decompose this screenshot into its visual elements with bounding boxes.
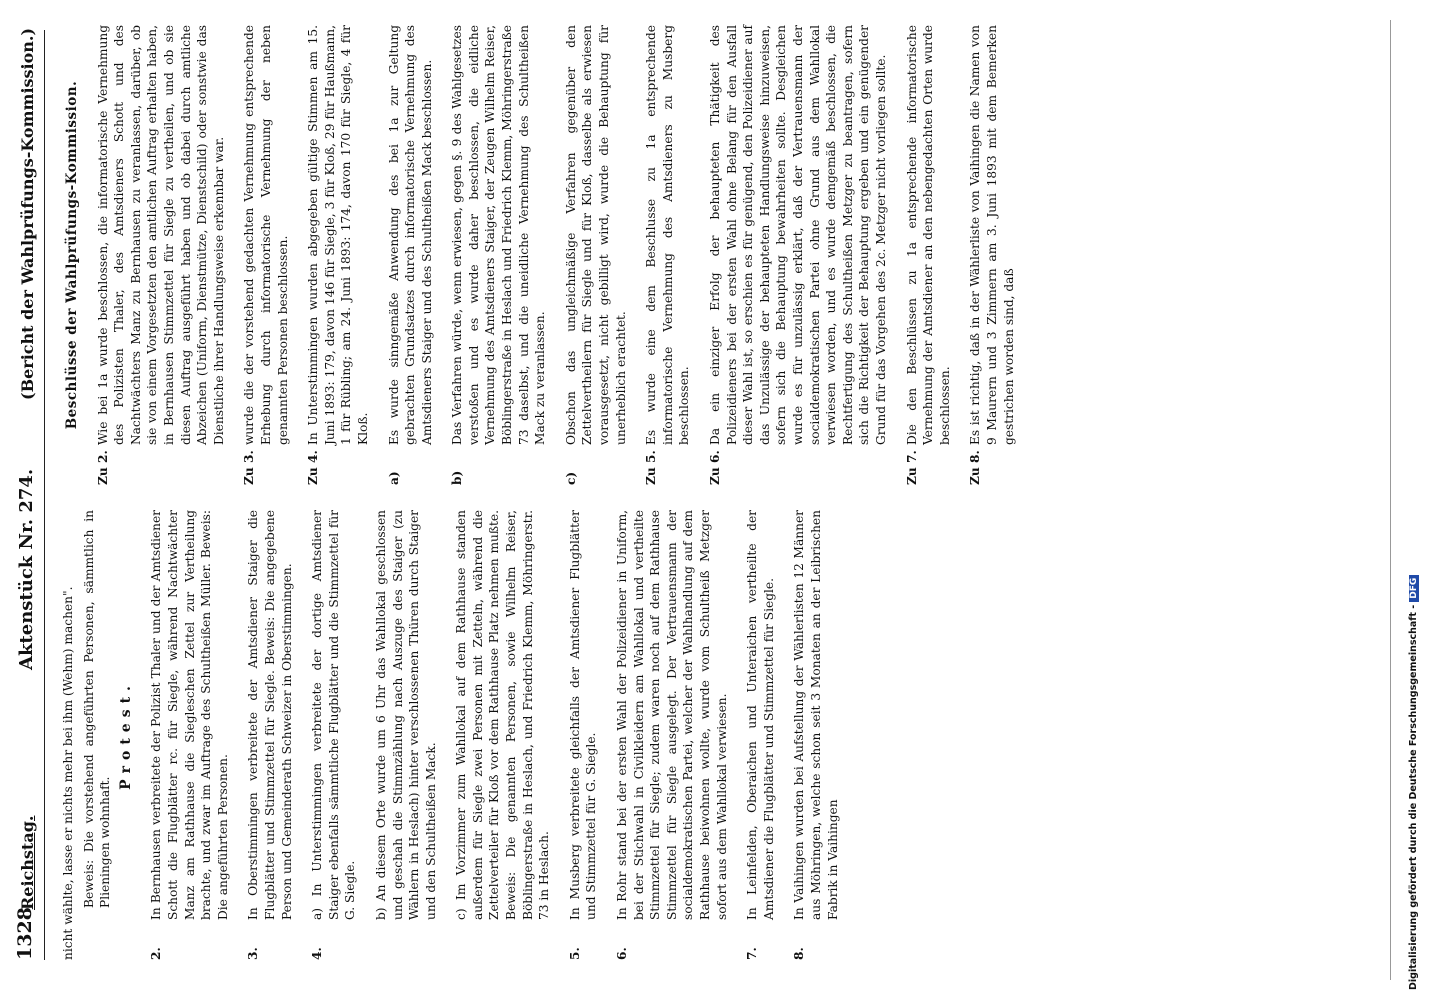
resolution-item-number: Zu 3. — [242, 450, 257, 485]
left-items — [148, 510, 841, 960]
protest-item — [148, 510, 231, 960]
protest-item-text: In Rohr stand bei der ersten Wahl der Polizeidiener in Uniform, bei der Stichwahl in Civilkleidern am Wahllokal und vertheilte Stimmzettel für Siegle; zudem waren noch auf dem Rathhause Stimmzettel für Siegle ausgelegt. Der Vertrauensmann der socialdemokratischen Partei, welcher der Wahlhandlung auf dem Rathhause beiwohnen wollte, wurde vom Schultheiß Metzger sofort aus dem Wahllokal verwiesen. — [615, 510, 729, 920]
protest-item — [614, 510, 730, 960]
protest-item — [245, 510, 295, 960]
header-left: Reichstag. — [18, 815, 37, 910]
left-column — [60, 510, 855, 960]
protest-item — [791, 510, 841, 960]
resolution-item — [305, 25, 371, 485]
resolution-item-number: Zu 4. — [306, 450, 321, 485]
resolution-item-text: In Unterstimmingen wurden abgegeben gültige Stimmen am 15. Juni 1893: 179, davon 146 für Siegle, 3 für Kloß, 29 für Haußmann, 1 für Rübling; am 24. Juni 1893: 174, davon 170 für Siegle, 4 für Kloß. — [306, 25, 370, 445]
resolution-item-text: Das Verfahren würde, wenn erwiesen, gegen §. 9 des Wahlgesetzes verstoßen und es wurde daher beschlossen, die eidliche Vernehmung des Amtsdieners Staiger, der Zeugen Wilhelm Reiser, Böblingerstraße in Heslach und Friedrich Klemm, Möhringerstraße 73 daselbst, und die uneidliche Vernehmung des Schultheißen Mack zu veranlassen. — [450, 25, 548, 445]
resolution-item-text: Da ein einziger Erfolg der behaupteten Thätigkeit des Polizeidieners bei der ersten Wahl ohne Belang für den Ausfall dieser Wahl ist, so erschien es für genügend, den Polizeidiener auf das Unzulässige der behaupteten Handlungsweise hinzuweisen, sofern sich die Behauptung bewahrheiten sollte. Desgleichen wurde es für unzulässig erklärt, daß der Vertrauensmann der socialdemokratischen Partei ohne Grund aus dem Wahllokal verwiesen worden, und es wurde demgemäß beschlossen, die Rechtfertigung des Schultheißen Metzger zu beantragen, sofern sich die Richtigkeit der Behauptung ergeben und ein genügender Grund für das Vorgehen des 2c. Metzger nicht vorliegen sollte. — [708, 25, 888, 445]
resolution-item-number: Zu 7. — [904, 450, 919, 485]
resolution-item-number: Zu 8. — [968, 450, 983, 485]
protest-item-number: 6. — [615, 947, 630, 960]
protest-item-number: 7. — [745, 947, 760, 960]
resolution-item-text: Wie bei 1a wurde beschlossen, die informatorische Vernehmung des Polizisten Thaler, des Amtsdieners Schott und des Nachtwächters Manz zu Bernhausen zu veranlassen, darüber, ob sie von einem Vorgesetzten den amtlichen Auftrag erhalten haben, in Bernhausen Stimmzettel für Siegle zu vertheilen, und ob sie diesen Auftrag ausgeführt haben und ob dabei durch amtliche Abzeichen (Uniform, Dienstmütze, Dienstschild) oder sonstwie das Dienstliche ihrer Handlungsweise erkennbar war. — [95, 25, 226, 445]
side-divider — [1390, 20, 1391, 980]
protest-item-text: In Vaihingen wurden bei Aufstellung der Wählerlisten 12 Männer aus Möhringen, welche schon seit 3 Monaten an der Leibrischen Fabrik in Vaihingen — [792, 510, 840, 920]
right-items — [95, 25, 1018, 485]
protest-item-number: 4. — [310, 947, 325, 960]
resolution-item-text: Es ist richtig, daß in der Wählerliste von Vaihingen die Namen von 9 Maurern und 3 Zimmern am 3. Juni 1893 mit dem Bemerken gestrichen worden sind, daß — [968, 25, 1016, 445]
resolution-item-text: Obschon das ungleichmäßige Verfahren gegenüber den Zettelvertheilern für Siegle und für Kloß, dasselbe als erwiesen vorausgesetzt, nicht gebilligt wird, wurde die Behauptung für unerheblich erachtet. — [563, 25, 628, 445]
protest-item-number: 2. — [149, 947, 164, 960]
protest-item — [309, 510, 359, 960]
right-column — [60, 25, 1031, 485]
protest-item-text: b) An diesem Orte wurde um 6 Uhr das Wahllokal geschlossen und geschah die Stimmzählung nach Auszuge des Staiger (zu Wählern in Heslach) hinter verschlossenen Thüren durch Staiger und den Schultheißen Mack. — [373, 510, 438, 920]
protest-item-number — [373, 920, 439, 960]
protest-item-text: In Leinfelden, Oberaichen und Unteraichen vertheilte der Amtsdiener die Flugblätter und Stimmzettel für Siegle. — [745, 510, 776, 920]
protest-item-number: 8. — [792, 947, 807, 960]
right-column-title: Beschlüsse der Wahlprüfungs-Kommission. — [64, 80, 80, 430]
resolution-item — [449, 25, 549, 485]
protest-item — [373, 510, 439, 960]
dfg-badge: DFG — [1409, 575, 1419, 602]
protest-item-number: 3. — [246, 947, 261, 960]
digitization-credit — [1408, 575, 1419, 990]
page-header — [0, 0, 60, 1000]
protest-item-text: a) In Unterstimmingen verbreitete der dortige Amtsdiener Staiger ebenfalls sämmtliche Flugblätter und die Stimmzettel für G. Siegle. — [310, 510, 358, 920]
protest-item-text: c) Im Vorzimmer zum Wahllokal auf dem Rathhause standen außerdem für Siegle zwei Personen mit Zetteln, während die Zettelverteiler für Kloß vor dem Rathhause Platz nehmen mußte. Beweis: Die genannten Personen, sowie Wilhelm Reiser, Böblingerstraße in Heslach, und Friedrich Klemm, Möhringerstr. 73 in Heslach. — [454, 510, 552, 920]
resolution-item-number: Zu 5. — [644, 450, 659, 485]
protest-item — [567, 510, 600, 960]
protest-item-text: In Musberg verbreitete gleichfalls der Amtsdiener Flugblätter und Stimmzettel für G. Siegle. — [567, 510, 599, 920]
page-number: 1328 — [14, 907, 36, 960]
resolution-item — [241, 25, 291, 485]
resolution-item-number: Zu 6. — [708, 450, 722, 485]
resolution-item-number: Zu 2. — [95, 450, 110, 485]
protest-item-text: In Bernhausen verbreitete der Polizist Thaler und der Amtsdiener Schott die Flugblätter rc. für Siegle, während Nachtwächter Manz am Rathhause die Siegleschen Zettel zur Vertheilung brachte, und zwar im Auftrage des Schultheißen Müller. Beweis: Die angeführten Personen. — [149, 510, 230, 920]
resolution-item-number: c) — [563, 471, 578, 485]
header-rule — [44, 30, 45, 960]
protest-item-number: 5. — [567, 947, 582, 960]
protest-item-text: In Oberstimmingen verbreitete der Amtsdiener Staiger die Flugblätter und Stimmzettel für Siegle. Beweis: Die angegebene Person und Gemeinderath Schweizer in Oberstimmingen. — [246, 510, 294, 920]
resolution-item — [643, 25, 693, 485]
resolution-item-number: a) — [386, 471, 401, 485]
resolution-item-text: Die den Beschlüssen zu 1a entsprechende informatorische Vernehmung der Amtsdiener an den nebengedachten Orten wurde beschlossen. — [904, 25, 952, 445]
intro-text: nicht wählte, lasse er nichts mehr bei ihm (Wehm) machen". — [61, 586, 75, 960]
header-right: (Bericht der Wahlprüfungs-Kommission.) — [18, 27, 37, 400]
resolution-item — [563, 25, 629, 485]
protest-item-number — [453, 920, 553, 960]
intro-proof: Beweis: Die vorstehend angeführten Personen, sämmtlich in Plieningen wohnhaft. — [81, 510, 113, 908]
left-column-title: Protest. — [117, 680, 134, 790]
resolution-item-number: b) — [450, 470, 465, 485]
resolution-item — [386, 25, 436, 485]
protest-item — [453, 510, 553, 960]
resolution-item — [707, 25, 890, 485]
resolution-item-text: Es wurde sinngemäße Anwendung des bei 1a zur Geltung gebrachten Grundsatzes durch informatorische Vernehmung des Amtsdieners Staiger und des Schultheißen Mack beschlossen. — [386, 25, 434, 445]
resolution-item-text: Es wurde eine dem Beschlusse zu 1a entsprechende informatorische Vernehmung des Amtsdieners zu Musberg beschlossen. — [644, 25, 692, 445]
header-middle: Aktenstück Nr. 274. — [16, 468, 37, 670]
resolution-item — [967, 25, 1017, 485]
protest-item — [744, 510, 777, 960]
resolution-item-text: wurde die der vorstehend gedachten Vernehmung entsprechende Erhebung durch informatorische Vernehmung der neben genannten Personen beschlossen. — [242, 25, 290, 445]
resolution-item — [95, 25, 228, 485]
resolution-item — [904, 25, 954, 485]
credit-text: Digitalisierung gefördert durch die Deutsche Forschungsgemeinschaft - — [1408, 604, 1419, 990]
